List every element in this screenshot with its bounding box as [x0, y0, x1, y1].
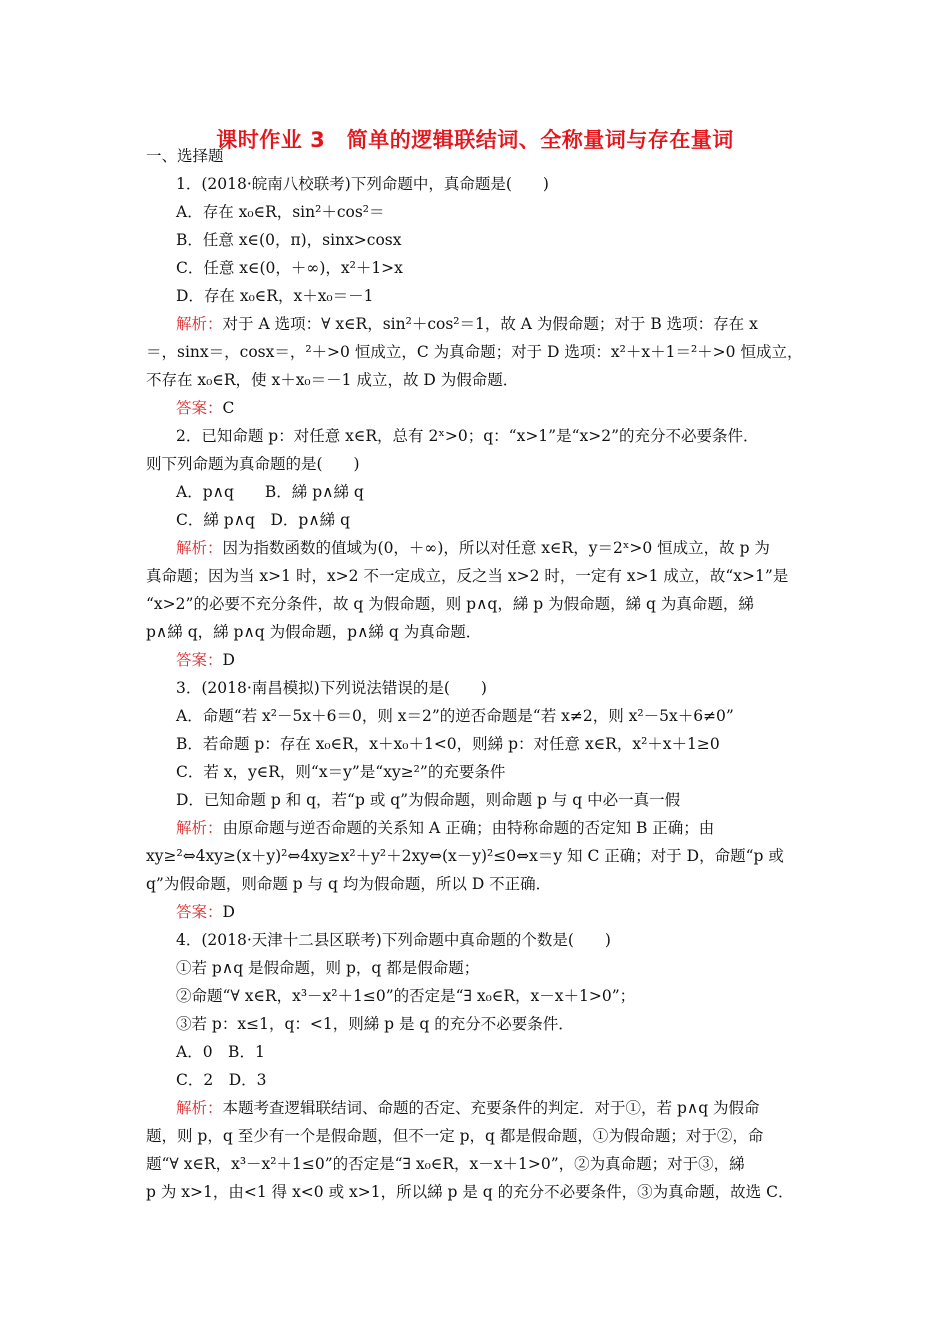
analysis-label: 解析：	[176, 539, 223, 557]
q4-analysis-line-2: 题，则 p，q 至少有一个是假命题，但不一定 p，q 都是假命题，①为假命题；对于②，命	[146, 1127, 764, 1145]
analysis-label: 解析：	[176, 819, 223, 837]
q2-stem-line-2: 则下列命题为真命题的是( )	[146, 455, 360, 473]
q4-statement-1: ①若 p∧q 是假命题，则 p，q 都是假命题；	[176, 959, 480, 977]
q2-options-cd: C．綈 p∧q D．p∧綈 q	[176, 511, 351, 529]
q4-analysis-line-4: p 为 x>1，由<1 得 x<0 或 x>1，所以綈 p 是 q 的充分不必要条件，③为真命题，故选 C．	[146, 1183, 794, 1201]
q1-analysis-line-3: 不存在 x₀∈R，使 x＋x₀＝－1 成立，故 D 为假命题．	[146, 371, 519, 389]
answer-label: 答案：	[176, 399, 223, 417]
q1-option-d: D．存在 x₀∈R，x＋x₀＝－1	[176, 287, 374, 305]
q2-analysis-line-4: p∧綈 q，綈 p∧q 为假命题，p∧綈 q 为真命题．	[146, 623, 482, 641]
q4-statement-3: ③若 p：x≤1，q：<1，则綈 p 是 q 的充分不必要条件．	[176, 1015, 574, 1033]
page-title: 课时作业 3 简单的逻辑联结词、全称量词与存在量词	[216, 128, 734, 152]
q2-options-ab: A．p∧q B．綈 p∧綈 q	[176, 483, 364, 501]
q3-analysis-line-1: 由原命题与逆否命题的关系知 A 正确；由特称命题的否定知 B 正确；由	[222, 819, 715, 837]
q4-statement-2: ②命题“∀ x∈R，x³－x²＋1≤0”的否定是“∃ x₀∈R，x－x＋1>0”；	[176, 987, 636, 1005]
q4-analysis	[176, 1098, 760, 1118]
q4-options-ab: A．0 B．1	[176, 1043, 265, 1061]
q1-option-c: C．任意 x∈(0，＋∞)，x²＋1>x	[176, 259, 403, 277]
q2-analysis-line-1: 因为指数函数的值域为(0，＋∞)，所以对任意 x∈R，y＝2ˣ>0 恒成立，故 p 为	[222, 539, 770, 557]
q1-analysis-line-1: 对于 A 选项：∀ x∈R，sin²＋cos²＝1，故 A 为假命题；对于 B 选项：存在 x	[222, 315, 758, 333]
q3-stem: 3．(2018·南昌模拟)下列说法错误的是( )	[176, 679, 487, 697]
q4-options-cd: C．2 D．3	[176, 1071, 267, 1089]
section-heading: 一、选择题	[146, 147, 224, 165]
q3-option-d: D．已知命题 p 和 q，若“p 或 q”为假命题，则命题 p 与 q 中必一真一假	[176, 791, 681, 809]
q3-analysis	[176, 818, 714, 838]
q1-answer	[176, 398, 234, 418]
answer-label: 答案：	[176, 651, 223, 669]
q1-analysis-line-2: ＝，sinx＝，cosx＝，²＋>0 恒成立，C 为真命题；对于 D 选项：x²＋x＋1＝²＋>0 恒成立，	[146, 343, 803, 361]
analysis-label: 解析：	[176, 1099, 223, 1117]
q1-analysis	[176, 314, 758, 334]
q2-analysis-line-2: 真命题；因为当 x>1 时，x>2 不一定成立，反之当 x>2 时，一定有 x>1 成立，故“x>1”是	[146, 567, 789, 585]
q4-analysis-line-1: 本题考查逻辑联结词、命题的否定、充要条件的判定．对于①，若 p∧q 为假命	[222, 1099, 760, 1117]
q3-option-a: A．命题“若 x²－5x＋6＝0，则 x＝2”的逆否命题是“若 x≠2，则 x²－5x＋6≠0”	[176, 707, 734, 725]
q4-analysis-line-3: 题“∀ x∈R，x³－x²＋1≤0”的否定是“∃ x₀∈R，x－x＋1>0”，②为真命题；对于③，綈	[146, 1155, 745, 1173]
q2-answer-value: D	[222, 651, 235, 669]
q3-answer-value: D	[222, 903, 235, 921]
q1-option-b: B．任意 x∈(0，π)，sinx>cosx	[176, 231, 402, 249]
q3-analysis-line-2: xy≥²⇔4xy≥(x＋y)²⇔4xy≥x²＋y²＋2xy⇔(x－y)²≤0⇔x＝y 知 C 正确；对于 D，命题“p 或	[146, 847, 784, 865]
q3-option-c: C．若 x，y∈R，则“x＝y”是“xy≥²”的充要条件	[176, 763, 506, 781]
q2-answer	[176, 650, 235, 670]
q2-stem-line-1: 2．已知命题 p：对任意 x∈R，总有 2ˣ>0；q：“x>1”是“x>2”的充分不必要条件．	[176, 427, 759, 445]
q1-answer-value: C	[222, 399, 235, 417]
q1-option-a: A．存在 x₀∈R，sin²＋cos²＝	[176, 203, 385, 221]
q3-answer	[176, 902, 235, 922]
q3-option-b: B．若命题 p：存在 x₀∈R，x＋x₀＋1<0，则綈 p：对任意 x∈R，x²＋x＋1≥0	[176, 735, 720, 753]
q1-stem: 1．(2018·皖南八校联考)下列命题中，真命题是( )	[176, 175, 549, 193]
analysis-label: 解析：	[176, 315, 223, 333]
q3-analysis-line-3: q”为假命题，则命题 p 与 q 均为假命题，所以 D 不正确．	[146, 875, 552, 893]
q4-stem: 4．(2018·天津十二县区联考)下列命题中真命题的个数是( )	[176, 931, 611, 949]
q2-analysis-line-3: “x>2”的必要不充分条件，故 q 为假命题，则 p∧q，綈 p 为假命题，綈 q 为真命题，綈	[146, 595, 754, 613]
answer-label: 答案：	[176, 903, 223, 921]
q2-analysis	[176, 538, 770, 558]
